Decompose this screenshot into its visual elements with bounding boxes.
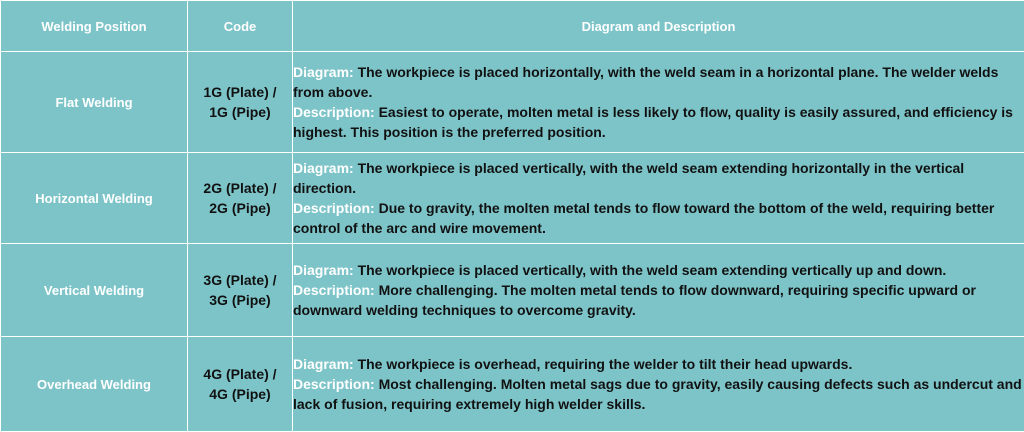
table-row-horizontal	[1, 153, 1024, 244]
diagram-line	[293, 158, 1024, 198]
diagram-label: Diagram:	[293, 262, 354, 278]
code-pipe: 2G (Pipe)	[188, 198, 292, 218]
description-label: Description:	[293, 200, 375, 216]
description-text: More challenging. The molten metal tends to flow downward, requiring specific upward or downward welding techniques to overcome gravity.	[293, 282, 976, 318]
code-cell	[188, 52, 293, 153]
diagram-label: Diagram:	[293, 64, 354, 80]
table-row-vertical	[1, 244, 1024, 337]
welding-position-cell: Overhead Welding	[1, 337, 188, 432]
diagram-description-cell	[293, 244, 1024, 337]
code-cell	[188, 337, 293, 432]
diagram-text: The workpiece is placed horizontally, with the weld seam in a horizontal plane. The welder welds from above.	[293, 64, 998, 100]
diagram-description-cell	[293, 337, 1024, 432]
diagram-text: The workpiece is placed vertically, with the weld seam extending horizontally in the vertical direction.	[293, 160, 964, 196]
description-line	[293, 198, 1024, 238]
diagram-label: Diagram:	[293, 160, 354, 176]
description-text: Due to gravity, the molten metal tends to flow toward the bottom of the weld, requiring better control of the arc and wire movement.	[293, 200, 994, 236]
code-cell	[188, 244, 293, 337]
welding-position-cell: Vertical Welding	[1, 244, 188, 337]
table-row-flat	[1, 52, 1024, 153]
header-welding-position: Welding Position	[1, 1, 188, 52]
description-label: Description:	[293, 282, 375, 298]
diagram-line	[293, 260, 1024, 280]
description-line	[293, 374, 1024, 414]
code-pipe: 4G (Pipe)	[188, 384, 292, 404]
description-text: Most challenging. Molten metal sags due to gravity, easily causing defects such as undercut and lack of fusion, requiring extremely high welder skills.	[293, 376, 1022, 412]
code-pipe: 3G (Pipe)	[188, 290, 292, 310]
header-diagram-description: Diagram and Description	[293, 1, 1024, 52]
code-plate: 3G (Plate) /	[188, 270, 292, 290]
code-cell	[188, 153, 293, 244]
description-line	[293, 280, 1024, 320]
code-plate: 2G (Plate) /	[188, 178, 292, 198]
description-line	[293, 102, 1024, 142]
code-plate: 1G (Plate) /	[188, 82, 292, 102]
description-label: Description:	[293, 104, 375, 120]
description-text: Easiest to operate, molten metal is less likely to flow, quality is easily assured, and efficiency is highest. This position is the preferred position.	[293, 104, 1013, 140]
diagram-line	[293, 354, 1024, 374]
description-label: Description:	[293, 376, 375, 392]
code-pipe: 1G (Pipe)	[188, 102, 292, 122]
table-row-overhead	[1, 337, 1024, 432]
diagram-line	[293, 62, 1024, 102]
header-code: Code	[188, 1, 293, 52]
welding-position-cell: Horizontal Welding	[1, 153, 188, 244]
diagram-text: The workpiece is overhead, requiring the welder to tilt their head upwards.	[358, 356, 853, 372]
diagram-text: The workpiece is placed vertically, with the weld seam extending vertically up and down.	[358, 262, 947, 278]
diagram-label: Diagram:	[293, 356, 354, 372]
header-row	[1, 1, 1024, 52]
diagram-description-cell	[293, 52, 1024, 153]
welding-position-cell: Flat Welding	[1, 52, 188, 153]
code-plate: 4G (Plate) /	[188, 364, 292, 384]
diagram-description-cell	[293, 153, 1024, 244]
